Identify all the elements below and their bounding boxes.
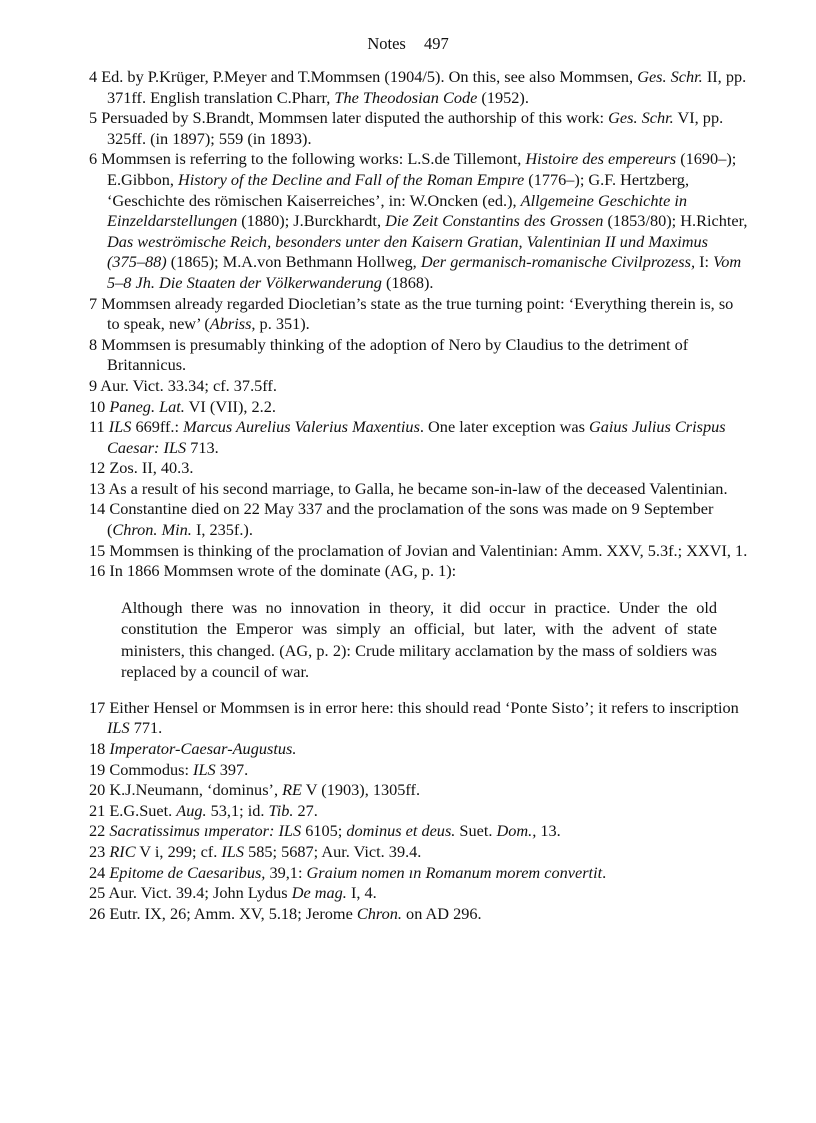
note-text: I, 4. (346, 883, 377, 903)
note-text: VI, pp. 325ff. (in 1897); 559 (in 1893). (107, 108, 724, 148)
note-italic-text: Paneg. Lat. (109, 396, 185, 416)
note-text: (1952). (477, 87, 529, 107)
note-text: (1776–); G.F. Hertzberg, ‘Geschichte des römischen Kaiserreiches’, in: W.Oncken (ed.), (107, 169, 690, 210)
note-italic-text: History of the Decline and Fall of the Roman Empıre (178, 169, 525, 189)
footnote-n17 (89, 698, 749, 739)
note-text: (1853/80); H.Richter, (603, 211, 748, 231)
note-text: V i, 299; cf. (135, 842, 222, 861)
running-head-title: Notes (367, 34, 406, 53)
note-text: 14 Constantine died on 22 May 337 and the proclamation of the sons was made on 9 September ( (89, 499, 714, 540)
note-text: 13 As a result of his second marriage, to Galla, he became son-in-law of the deceased Valentinian. (89, 478, 728, 498)
footnote-n13 (89, 479, 749, 500)
footnote-n7 (89, 294, 749, 335)
note-italic-text: Imperator-Caesar-Augustus. (109, 739, 297, 759)
note-italic-text: ILS (107, 718, 130, 738)
note-text: (1865); M.A.von Bethmann Hollweg, (166, 252, 421, 272)
note-italic-text: ILS (193, 759, 216, 779)
footnote-n22 (89, 821, 749, 842)
note-text: 669ff.: (131, 417, 184, 437)
note-italic-text: The Theodosian Code (334, 87, 478, 107)
footnote-n19 (89, 760, 749, 781)
footnote-n23 (89, 842, 749, 863)
note-text: I: (695, 252, 714, 272)
note-text: 15 Mommsen is thinking of the proclamation of Jovian and Valentinian: Amm. XXV, 5.3f.; XXVI, 1. (89, 540, 748, 560)
note-text: II, pp. 371ff. English translation C.Pharr, (107, 67, 747, 107)
note-italic-text: Aug. (176, 800, 207, 820)
note-text: . One later exception was (419, 417, 589, 437)
note-text: 9 Aur. Vict. 33.34; cf. 37.5ff. (89, 375, 277, 395)
footnote-n24 (89, 863, 749, 884)
note-text: (1868). (381, 272, 434, 292)
note-text: 25 Aur. Vict. 39.4; John Lydus (89, 883, 292, 903)
footnote-n9 (89, 376, 749, 397)
note-italic-text: Gaius Julius Crispus Caesar: ILS (107, 417, 726, 457)
footnote-n25 (89, 883, 749, 904)
note-text: 24 (89, 862, 110, 882)
footnote-n5 (89, 108, 749, 149)
note-text: 23 (89, 842, 110, 861)
note-text: 397. (215, 759, 249, 779)
note-italic-text: Ges. Schr. (637, 67, 703, 86)
note-text: 5 Persuaded by S.Brandt, Mommsen later disputed the authorship of this work: (89, 108, 609, 128)
note-italic-text: Das weströmische Reich, besonders unter den Kaisern Gratian, Valentinian II und Maximus (375–88) (107, 231, 708, 272)
note-italic-text: Dom., (496, 821, 537, 841)
note-italic-text: Tib. (268, 800, 294, 820)
note-italic-text: Abriss, (209, 314, 256, 334)
note-italic-text: Graium nomen ın Romanum morem convertit (306, 862, 603, 882)
note-italic-text: Allgemeine Geschichte in Einzeldarstellungen (107, 190, 688, 231)
note-text: 21 E.G.Suet. (89, 800, 177, 820)
note-text: 18 (89, 739, 110, 759)
notes-group-after-quote (89, 698, 749, 925)
note-text: VI (VII), 2.2. (184, 396, 276, 416)
running-head (0, 34, 816, 54)
footnote-n16 (89, 561, 749, 582)
note-text: 10 (89, 396, 110, 416)
note-text: V (1903), 1305ff. (301, 780, 421, 800)
note-italic-text: RE (282, 780, 302, 800)
note-text: 19 Commodus: (89, 759, 194, 779)
footnote-n10 (89, 397, 749, 418)
footnote-n8 (89, 335, 749, 376)
note-text: (1880); J.Burckhardt, (237, 211, 386, 231)
note-text: . (602, 862, 607, 882)
note-italic-text: Die Zeit Constantins des Grossen (385, 211, 604, 231)
note-text: 7 Mommsen already regarded Diocletian’s state as the true turning point: ‘Everything therein is, so to speak, new’ ( (89, 293, 734, 334)
footnote-n14 (89, 499, 749, 540)
note-text: 6105; (301, 821, 347, 841)
note-text: (1690–); E.Gibbon, (107, 149, 737, 189)
note-text: 771. (129, 718, 163, 738)
note-text: p. 351). (255, 314, 310, 334)
note-text: 26 Eutr. IX, 26; Amm. XV, 5.18; Jerome (89, 903, 357, 923)
note-text: 39,1: (265, 862, 307, 882)
note-italic-text: Chron. Min. (112, 520, 192, 540)
note-text: 16 In 1866 Mommsen wrote of the dominate (AG, p. 1): (89, 561, 457, 581)
note-italic-text: Sacratissimus ımperator: ILS (109, 821, 302, 841)
footnote-n26 (89, 904, 749, 925)
note-text: 713. (186, 437, 219, 457)
note-text: 12 Zos. II, 40.3. (89, 458, 194, 478)
note-italic-text: Histoire des empereurs (525, 149, 677, 169)
note-text: 27. (293, 800, 318, 820)
note-text: Suet. (455, 821, 497, 841)
footnote-n12 (89, 458, 749, 479)
note-italic-text: ILS (221, 842, 244, 861)
note-text: 13. (536, 821, 561, 841)
footnote-n6 (89, 149, 749, 293)
note-text: 20 K.J.Neumann, ‘dominus’, (89, 780, 283, 800)
note-text: 585; 5687; Aur. Vict. 39.4. (244, 842, 422, 861)
footnote-n21 (89, 801, 749, 822)
footnote-n18 (89, 739, 749, 760)
block-quote: Although there was no innovation in theory, it did occur in practice. Under the old constitution the Emperor was simply an official, but later, with the advent of state ministers, this changed. (AG, p. 2): Crude military acclamation by the mass of soldiers was replaced by a council of war. (121, 597, 717, 682)
note-italic-text: Vom 5–8 Jh. Die Staaten der Völkerwanderung (107, 252, 742, 292)
notes-group-before-quote (89, 67, 749, 582)
note-text: 53,1; id. (206, 800, 269, 820)
note-text: I, 235f.). (191, 520, 253, 540)
notes-list (89, 67, 749, 924)
note-text: 22 (89, 821, 110, 841)
note-text: on AD 296. (401, 903, 482, 923)
note-italic-text: Chron. (356, 903, 402, 923)
note-italic-text: dominus et deus. (346, 821, 456, 841)
note-italic-text: Epitome de Caesaribus, (109, 862, 266, 882)
page-number: 497 (423, 34, 449, 53)
note-text: 17 Either Hensel or Mommsen is in error here: this should read ‘Ponte Sisto’; it refers to inscription (89, 697, 739, 717)
note-italic-text: Ges. Schr. (608, 108, 674, 128)
footnote-n4 (89, 67, 749, 108)
note-text: 6 Mommsen is referring to the following works: L.S.de Tillemont, (89, 149, 526, 169)
note-italic-text: Marcus Aurelius Valerius Maxentius (183, 417, 420, 437)
footnote-n20 (89, 780, 749, 801)
note-italic-text: ILS (108, 417, 132, 437)
note-text: 11 (89, 417, 109, 437)
note-text: 8 Mommsen is presumably thinking of the adoption of Nero by Claudius to the detriment of Britannicus. (89, 334, 689, 375)
note-italic-text: De mag. (291, 883, 347, 903)
note-italic-text: Der germanisch-romanische Civilprozess, (420, 252, 696, 272)
note-text: 4 Ed. by P.Krüger, P.Meyer and T.Mommsen (1904/5). On this, see also Mommsen, (89, 67, 638, 86)
footnote-n11 (89, 417, 749, 458)
footnote-n15 (89, 541, 749, 562)
note-italic-text: RIC (109, 842, 136, 861)
